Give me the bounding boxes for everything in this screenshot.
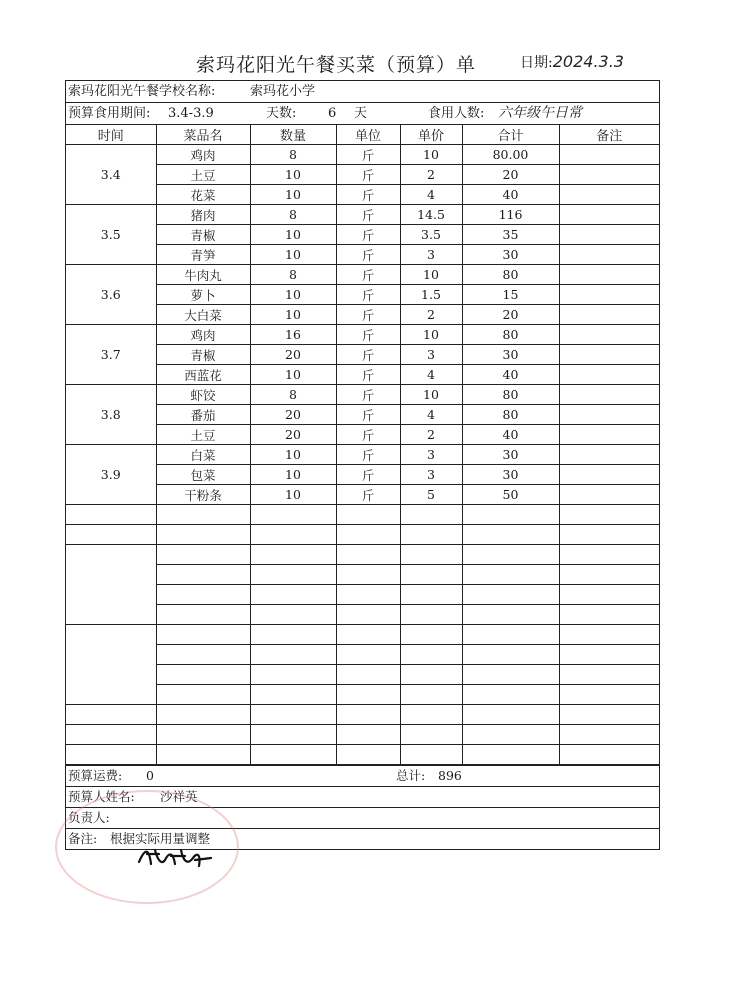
price-cell: 3 <box>400 245 462 265</box>
name-cell: 土豆 <box>156 425 250 445</box>
total-cell: 30 <box>462 245 559 265</box>
price-cell: 3 <box>400 445 462 465</box>
total-cell: 40 <box>462 185 559 205</box>
unit-cell: 斤 <box>336 245 400 265</box>
total-cell: 50 <box>462 485 559 505</box>
handwritten-signature <box>135 844 215 870</box>
empty-cell <box>156 545 250 565</box>
empty-cell <box>400 625 462 645</box>
name-cell: 番茄 <box>156 405 250 425</box>
table-row <box>66 145 659 165</box>
people-value: 六年级午日常 <box>498 105 582 121</box>
empty-cell <box>156 525 250 545</box>
price-cell: 4 <box>400 365 462 385</box>
name-cell: 干粉条 <box>156 485 250 505</box>
empty-cell <box>250 605 336 625</box>
remark-cell <box>559 445 659 465</box>
qty-cell: 8 <box>250 205 336 225</box>
empty-date-cell <box>66 525 156 545</box>
remark-cell <box>559 465 659 485</box>
empty-cell <box>336 525 400 545</box>
remark-cell <box>559 325 659 345</box>
remark-cell <box>559 345 659 365</box>
empty-cell <box>559 645 659 665</box>
empty-cell <box>462 585 559 605</box>
qty-cell: 10 <box>250 365 336 385</box>
qty-cell: 10 <box>250 465 336 485</box>
empty-row <box>66 505 659 525</box>
empty-cell <box>559 545 659 565</box>
date-cell: 3.7 <box>66 325 156 385</box>
empty-cell <box>462 685 559 705</box>
qty-cell: 20 <box>250 425 336 445</box>
remark-cell <box>559 305 659 325</box>
empty-cell <box>400 725 462 745</box>
unit-cell: 斤 <box>336 345 400 365</box>
empty-cell <box>156 625 250 645</box>
price-cell: 3 <box>400 345 462 365</box>
empty-cell <box>336 545 400 565</box>
note-value: 根据实际用量调整 <box>110 831 211 846</box>
empty-cell <box>559 685 659 705</box>
name-cell: 花菜 <box>156 185 250 205</box>
table-row <box>66 325 659 345</box>
unit-cell: 斤 <box>336 485 400 505</box>
empty-date-cell <box>66 745 156 765</box>
remark-cell <box>559 425 659 445</box>
header-row <box>66 125 659 145</box>
empty-cell <box>336 605 400 625</box>
name-cell: 青椒 <box>156 345 250 365</box>
empty-cell <box>400 685 462 705</box>
table-row <box>66 445 659 465</box>
empty-cell <box>156 725 250 745</box>
empty-row <box>66 525 659 545</box>
date-value: 2024.3.3 <box>552 52 624 71</box>
freight-label: 预算运费: <box>68 768 123 783</box>
empty-cell <box>462 605 559 625</box>
unit-cell: 斤 <box>336 285 400 305</box>
empty-cell <box>400 645 462 665</box>
responsible-label: 负责人: <box>68 810 110 825</box>
budgeter-name: 沙祥英 <box>160 789 198 804</box>
total-label: 总计: <box>396 768 426 783</box>
school-label: 索玛花阳光午餐学校名称: <box>68 84 216 99</box>
table-row <box>66 385 659 405</box>
remark-cell <box>559 185 659 205</box>
qty-cell: 10 <box>250 285 336 305</box>
empty-cell <box>400 545 462 565</box>
qty-cell: 8 <box>250 265 336 285</box>
table-row <box>66 265 659 285</box>
remark-cell <box>559 145 659 165</box>
days-label: 天数: <box>266 106 297 121</box>
budgeter-label: 预算人姓名: <box>68 789 135 804</box>
remark-cell <box>559 485 659 505</box>
empty-cell <box>156 565 250 585</box>
name-cell: 青椒 <box>156 225 250 245</box>
column-header: 时间 <box>66 125 156 145</box>
people-label: 食用人数: <box>428 106 485 121</box>
empty-cell <box>462 745 559 765</box>
price-cell: 3.5 <box>400 225 462 245</box>
note-label: 备注: <box>68 831 98 846</box>
date-label: 日期: <box>520 55 553 71</box>
empty-cell <box>250 645 336 665</box>
price-cell: 10 <box>400 265 462 285</box>
unit-cell: 斤 <box>336 165 400 185</box>
qty-cell: 10 <box>250 485 336 505</box>
remark-cell <box>559 365 659 385</box>
table-row <box>66 205 659 225</box>
empty-cell <box>156 645 250 665</box>
total-cell: 30 <box>462 345 559 365</box>
price-cell: 10 <box>400 385 462 405</box>
remark-cell <box>559 285 659 305</box>
column-header: 数量 <box>250 125 336 145</box>
name-cell: 虾饺 <box>156 385 250 405</box>
total-cell: 40 <box>462 425 559 445</box>
total-cell: 80 <box>462 265 559 285</box>
empty-cell <box>156 505 250 525</box>
total-cell: 20 <box>462 165 559 185</box>
empty-cell <box>462 645 559 665</box>
unit-cell: 斤 <box>336 385 400 405</box>
price-cell: 1.5 <box>400 285 462 305</box>
empty-cell <box>156 745 250 765</box>
empty-cell <box>559 725 659 745</box>
empty-cell <box>400 525 462 545</box>
empty-cell <box>156 705 250 725</box>
total-cell: 40 <box>462 365 559 385</box>
empty-cell <box>559 705 659 725</box>
empty-cell <box>462 545 559 565</box>
price-cell: 2 <box>400 305 462 325</box>
budget-table <box>66 125 659 765</box>
days-unit: 天 <box>354 106 368 121</box>
period-row <box>66 103 659 125</box>
empty-cell <box>462 725 559 745</box>
price-cell: 2 <box>400 425 462 445</box>
column-header: 单位 <box>336 125 400 145</box>
empty-cell <box>250 525 336 545</box>
empty-cell <box>559 605 659 625</box>
empty-cell <box>400 705 462 725</box>
empty-cell <box>336 725 400 745</box>
empty-cell <box>559 745 659 765</box>
empty-cell <box>336 585 400 605</box>
period-label: 预算食用期间: <box>68 106 151 121</box>
total-cell: 30 <box>462 465 559 485</box>
empty-cell <box>250 625 336 645</box>
empty-date-cell <box>66 705 156 725</box>
empty-cell <box>462 665 559 685</box>
date-cell: 3.9 <box>66 445 156 505</box>
name-cell: 猪肉 <box>156 205 250 225</box>
price-cell: 10 <box>400 145 462 165</box>
unit-cell: 斤 <box>336 305 400 325</box>
budget-sheet <box>65 80 660 850</box>
document-title: 索玛花阳光午餐买菜（预算）单 <box>196 54 477 76</box>
price-cell: 14.5 <box>400 205 462 225</box>
total-cell: 20 <box>462 305 559 325</box>
qty-cell: 10 <box>250 185 336 205</box>
qty-cell: 20 <box>250 345 336 365</box>
column-header: 合计 <box>462 125 559 145</box>
empty-cell <box>250 685 336 705</box>
empty-cell <box>156 665 250 685</box>
unit-cell: 斤 <box>336 185 400 205</box>
school-name: 索玛花小学 <box>250 84 316 99</box>
name-cell: 土豆 <box>156 165 250 185</box>
empty-cell <box>250 725 336 745</box>
empty-cell <box>250 505 336 525</box>
empty-cell <box>250 545 336 565</box>
school-row <box>66 81 659 103</box>
total-cell: 80 <box>462 325 559 345</box>
remark-cell <box>559 245 659 265</box>
date-cell: 3.5 <box>66 205 156 265</box>
empty-cell <box>400 605 462 625</box>
total-cell: 30 <box>462 445 559 465</box>
remark-cell <box>559 225 659 245</box>
name-cell: 青笋 <box>156 245 250 265</box>
name-cell: 白菜 <box>156 445 250 465</box>
empty-cell <box>336 625 400 645</box>
qty-cell: 8 <box>250 145 336 165</box>
price-cell: 5 <box>400 485 462 505</box>
empty-cell <box>336 745 400 765</box>
empty-row <box>66 705 659 725</box>
empty-cell <box>400 565 462 585</box>
empty-cell <box>156 685 250 705</box>
empty-cell <box>336 705 400 725</box>
price-cell: 2 <box>400 165 462 185</box>
qty-cell: 10 <box>250 245 336 265</box>
empty-cell <box>559 565 659 585</box>
empty-cell <box>336 665 400 685</box>
name-cell: 包菜 <box>156 465 250 485</box>
empty-cell <box>336 565 400 585</box>
empty-cell <box>559 505 659 525</box>
empty-cell <box>559 525 659 545</box>
empty-cell <box>400 665 462 685</box>
name-cell: 萝卜 <box>156 285 250 305</box>
empty-row <box>66 545 659 565</box>
date-cell: 3.6 <box>66 265 156 325</box>
period-value: 3.4-3.9 <box>168 106 214 121</box>
unit-cell: 斤 <box>336 145 400 165</box>
unit-cell: 斤 <box>336 445 400 465</box>
qty-cell: 8 <box>250 385 336 405</box>
qty-cell: 16 <box>250 325 336 345</box>
date-field <box>520 52 624 72</box>
name-cell: 鸡肉 <box>156 325 250 345</box>
empty-row <box>66 725 659 745</box>
empty-cell <box>156 585 250 605</box>
total-cell: 80 <box>462 385 559 405</box>
remark-cell <box>559 165 659 185</box>
unit-cell: 斤 <box>336 425 400 445</box>
unit-cell: 斤 <box>336 265 400 285</box>
freight-row <box>66 765 659 786</box>
empty-date-cell <box>66 505 156 525</box>
empty-cell <box>559 665 659 685</box>
empty-cell <box>250 745 336 765</box>
total-cell: 80.00 <box>462 145 559 165</box>
empty-cell <box>462 705 559 725</box>
price-cell: 4 <box>400 405 462 425</box>
days-value: 6 <box>328 106 337 121</box>
date-cell: 3.8 <box>66 385 156 445</box>
remark-cell <box>559 385 659 405</box>
qty-cell: 10 <box>250 225 336 245</box>
total-value: 896 <box>438 768 462 783</box>
qty-cell: 10 <box>250 165 336 185</box>
unit-cell: 斤 <box>336 365 400 385</box>
total-cell: 15 <box>462 285 559 305</box>
empty-cell <box>250 705 336 725</box>
unit-cell: 斤 <box>336 325 400 345</box>
remark-cell <box>559 405 659 425</box>
date-cell: 3.4 <box>66 145 156 205</box>
empty-date-cell <box>66 545 156 625</box>
empty-cell <box>462 625 559 645</box>
empty-date-cell <box>66 725 156 745</box>
empty-cell <box>462 565 559 585</box>
empty-date-cell <box>66 625 156 705</box>
total-cell: 35 <box>462 225 559 245</box>
unit-cell: 斤 <box>336 225 400 245</box>
column-header: 备注 <box>559 125 659 145</box>
empty-cell <box>462 505 559 525</box>
empty-cell <box>336 645 400 665</box>
empty-row <box>66 625 659 645</box>
empty-cell <box>336 505 400 525</box>
empty-cell <box>250 565 336 585</box>
empty-cell <box>559 585 659 605</box>
column-header: 单价 <box>400 125 462 145</box>
empty-cell <box>559 625 659 645</box>
empty-cell <box>462 525 559 545</box>
unit-cell: 斤 <box>336 205 400 225</box>
unit-cell: 斤 <box>336 405 400 425</box>
empty-cell <box>400 585 462 605</box>
empty-cell <box>250 585 336 605</box>
total-cell: 80 <box>462 405 559 425</box>
empty-cell <box>250 665 336 685</box>
remark-cell <box>559 205 659 225</box>
remark-cell <box>559 265 659 285</box>
name-cell: 牛肉丸 <box>156 265 250 285</box>
empty-cell <box>336 685 400 705</box>
qty-cell: 10 <box>250 305 336 325</box>
empty-cell <box>156 605 250 625</box>
freight-value: 0 <box>146 768 154 783</box>
empty-cell <box>400 505 462 525</box>
name-cell: 西蓝花 <box>156 365 250 385</box>
total-cell: 116 <box>462 205 559 225</box>
empty-cell <box>400 745 462 765</box>
name-cell: 大白菜 <box>156 305 250 325</box>
qty-cell: 10 <box>250 445 336 465</box>
qty-cell: 20 <box>250 405 336 425</box>
unit-cell: 斤 <box>336 465 400 485</box>
name-cell: 鸡肉 <box>156 145 250 165</box>
column-header: 菜品名 <box>156 125 250 145</box>
price-cell: 4 <box>400 185 462 205</box>
price-cell: 10 <box>400 325 462 345</box>
empty-row <box>66 745 659 765</box>
price-cell: 3 <box>400 465 462 485</box>
